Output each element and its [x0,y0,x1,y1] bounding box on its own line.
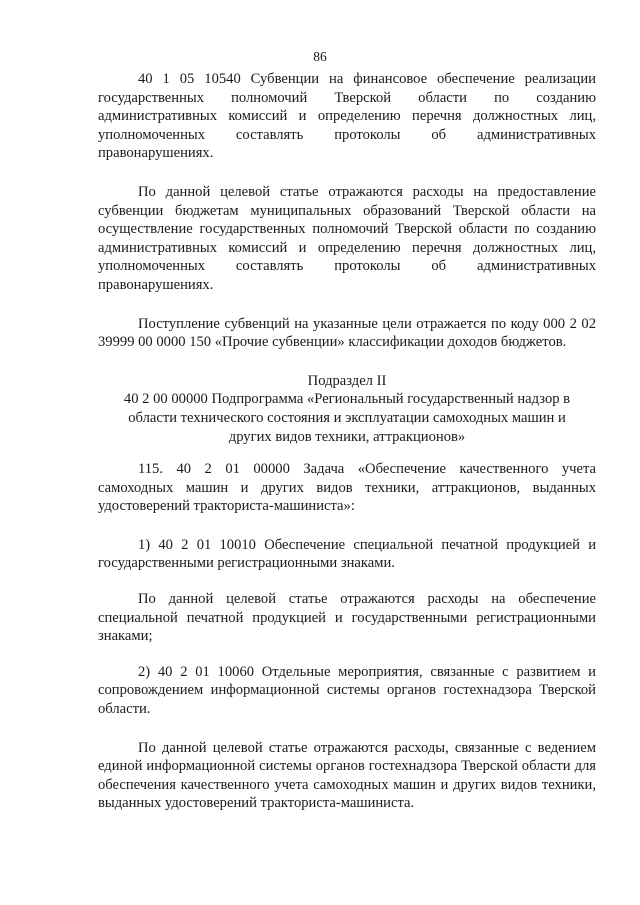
paragraph-subvention-income-code: Поступление субвенций на указанные цели отражается по коду 000 2 02 39999 00 0000 150 «Прочие субвенции» классификации доходов бюджетов. [98,315,596,351]
subsection-subprogram-line-2: области технического состояния и эксплуатации самоходных машин и [128,409,566,426]
paragraph-item-1: 1) 40 2 01 10010 Обеспечение специальной печатной продукцией и государственными регистрационными знаками. [98,536,596,572]
paragraph-subvention-title: 40 1 05 10540 Субвенции на финансовое обеспечение реализации государственных полномочий Тверской области по созданию административных комиссий и определению перечня должностных лиц, уполномоченных составлять протоколы об административных правонарушениях. [98,71,596,162]
paragraph-task-115: 115. 40 2 01 00000 Задача «Обеспечение качественного учета самоходных машин и других видов техники, аттракционов, выданных удостоверений тракториста-машиниста»: [98,461,596,515]
paragraph-subvention-description: По данной целевой статье отражаются расходы на предоставление субвенции бюджетам муниципальных образований Тверской области на осуществление государственных полномочий Тверской области по созданию административных комиссий и определению перечня должностных лиц, уполномоченных составлять протоколы об административных правонарушениях. [98,183,596,293]
paragraph-item-2: 2) 40 2 01 10060 Отдельные мероприятия, связанные с развитием и сопровождением информационной системы органов гостехнадзора Тверской области. [98,663,596,718]
document-body [98,70,596,813]
subsection-subprogram-line-3: других видов техники, аттракционов» [228,428,466,445]
paragraph-item-1-description: По данной целевой статье отражаются расходы на обеспечение специальной печатной продукцией и государственными регистрационными знаками; [98,591,596,645]
subsection-subprogram-line-1: 40 2 00 00000 Подпрограмма «Региональный государственный надзор в [123,391,571,408]
paragraph-item-2-description: По данной целевой статье отражаются расходы, связанные с ведением единой информационной системы органов гостехнадзора Тверской области для обеспечения качественного учета самоходных машин и других видов техники, выданных удостоверений тракториста-машиниста. [98,739,596,812]
subsection-heading [98,372,596,446]
page-number: 86 [313,49,327,64]
subsection-title: Подраздел II [307,372,387,389]
